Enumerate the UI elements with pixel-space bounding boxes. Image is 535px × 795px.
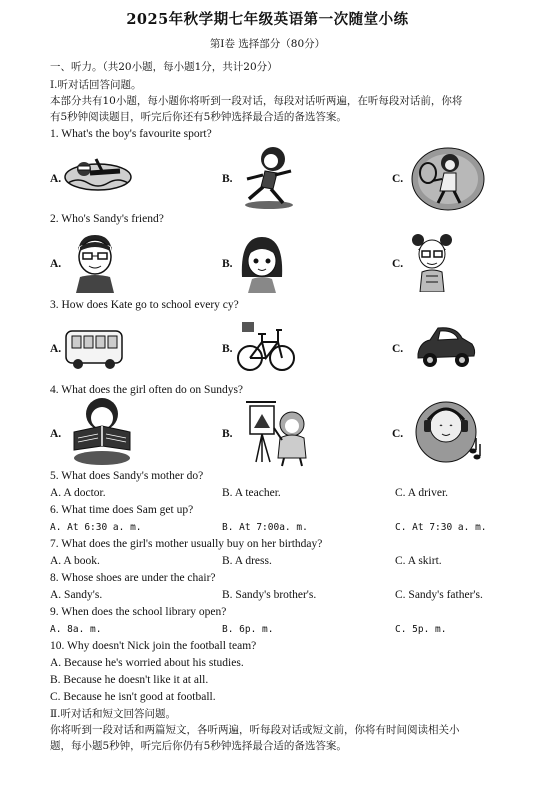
- question-text: 8. Whose shoes are under the chair?: [50, 572, 216, 584]
- option-c: C. A driver.: [395, 487, 449, 499]
- option-b: B. A teacher.: [222, 487, 281, 499]
- option-b: B. 6p. m.: [222, 624, 274, 635]
- instructions-line: 本部分共有10小题，每小题你将听到一段对话，每段对话听两遍，在听每段对话前，你将: [50, 95, 463, 107]
- question-text: 9. When does the school library open?: [50, 606, 227, 618]
- option-a: A. 8a. m.: [50, 624, 102, 635]
- option-label: C.: [392, 258, 404, 270]
- page-subtitle: 第Ⅰ卷 选择部分（80分）: [209, 38, 326, 50]
- option-label: B.: [222, 258, 233, 270]
- option-c: C. Sandy's father's.: [395, 589, 483, 601]
- option-label: B.: [222, 173, 233, 185]
- part-heading: Ⅰ.听对话回答问题。: [50, 79, 142, 91]
- option-c: C. Because he isn't good at football.: [50, 691, 216, 703]
- question-text: 1. What's the boy's favourite sport?: [50, 128, 212, 140]
- question-text: 3. How does Kate go to school every cy?: [50, 299, 239, 311]
- option-a: A. A doctor.: [50, 487, 106, 499]
- swimmer-icon: [62, 153, 134, 195]
- option-label: C.: [392, 343, 404, 355]
- page-title: 2025年秋学期七年级英语第一次随堂小练: [126, 11, 409, 28]
- option-a: A. Sandy's.: [50, 589, 103, 601]
- instructions-line: 题，每小题5秒钟，听完后你仍有5秒钟选择最合适的备选答案。: [50, 740, 347, 752]
- question-text: 2. Who's Sandy's friend?: [50, 213, 164, 225]
- girl-with-glasses-icon: [410, 230, 454, 292]
- option-a: A. Because he's worried about his studies.: [50, 657, 244, 669]
- question-text: 5. What does Sandy's mother do?: [50, 470, 204, 482]
- option-a: A. A book.: [50, 555, 100, 567]
- girl-painting-icon: [236, 398, 314, 468]
- option-label: A.: [50, 428, 62, 440]
- girl-listening-music-icon: [410, 396, 488, 466]
- option-b: B. Because he doesn't like it at all.: [50, 674, 209, 686]
- option-c: C. 5p. m.: [395, 624, 447, 635]
- instructions-line: 你将听到一段对话和两篇短文，各听两遍，听每段对话或短文前，你将有时间阅读相关小: [50, 724, 460, 736]
- question-text: 10. Why doesn't Nick join the football team?: [50, 640, 257, 652]
- girl-reading-icon: [70, 396, 134, 466]
- option-label: A.: [50, 258, 62, 270]
- option-label: A.: [50, 343, 62, 355]
- option-label: A.: [50, 173, 62, 185]
- option-c: C. At 7:30 a. m.: [395, 522, 487, 533]
- option-b: B. A dress.: [222, 555, 272, 567]
- option-c: C. A skirt.: [395, 555, 442, 567]
- bus-icon: [64, 325, 124, 371]
- instructions-line: 有5秒钟阅读题目，听完后你还有5秒钟选择最合适的备选答案。: [50, 111, 347, 123]
- tennis-player-icon: [410, 143, 486, 211]
- question-text: 4. What does the girl often do on Sundys?: [50, 384, 244, 396]
- runner-icon: [235, 143, 305, 211]
- boy-with-glasses-icon: [72, 233, 118, 293]
- option-b: B. Sandy's brother's.: [222, 589, 317, 601]
- option-b: B. At 7:00a. m.: [222, 522, 308, 533]
- bicycle-icon: [236, 320, 296, 374]
- question-text: 7. What does the girl's mother usually buy on her birthday?: [50, 538, 323, 550]
- part-heading: Ⅱ.听对话和短文回答问题。: [50, 708, 176, 720]
- option-label: B.: [222, 343, 233, 355]
- option-a: A. At 6:30 a. m.: [50, 522, 142, 533]
- girl-long-hair-icon: [238, 233, 286, 293]
- option-label: B.: [222, 428, 233, 440]
- option-label: C.: [392, 428, 404, 440]
- section-heading: 一、听力。（共20小题，每小题1分，共计20分）: [50, 61, 278, 73]
- question-text: 6. What time does Sam get up?: [50, 504, 194, 516]
- car-icon: [412, 322, 478, 372]
- option-label: C.: [392, 173, 404, 185]
